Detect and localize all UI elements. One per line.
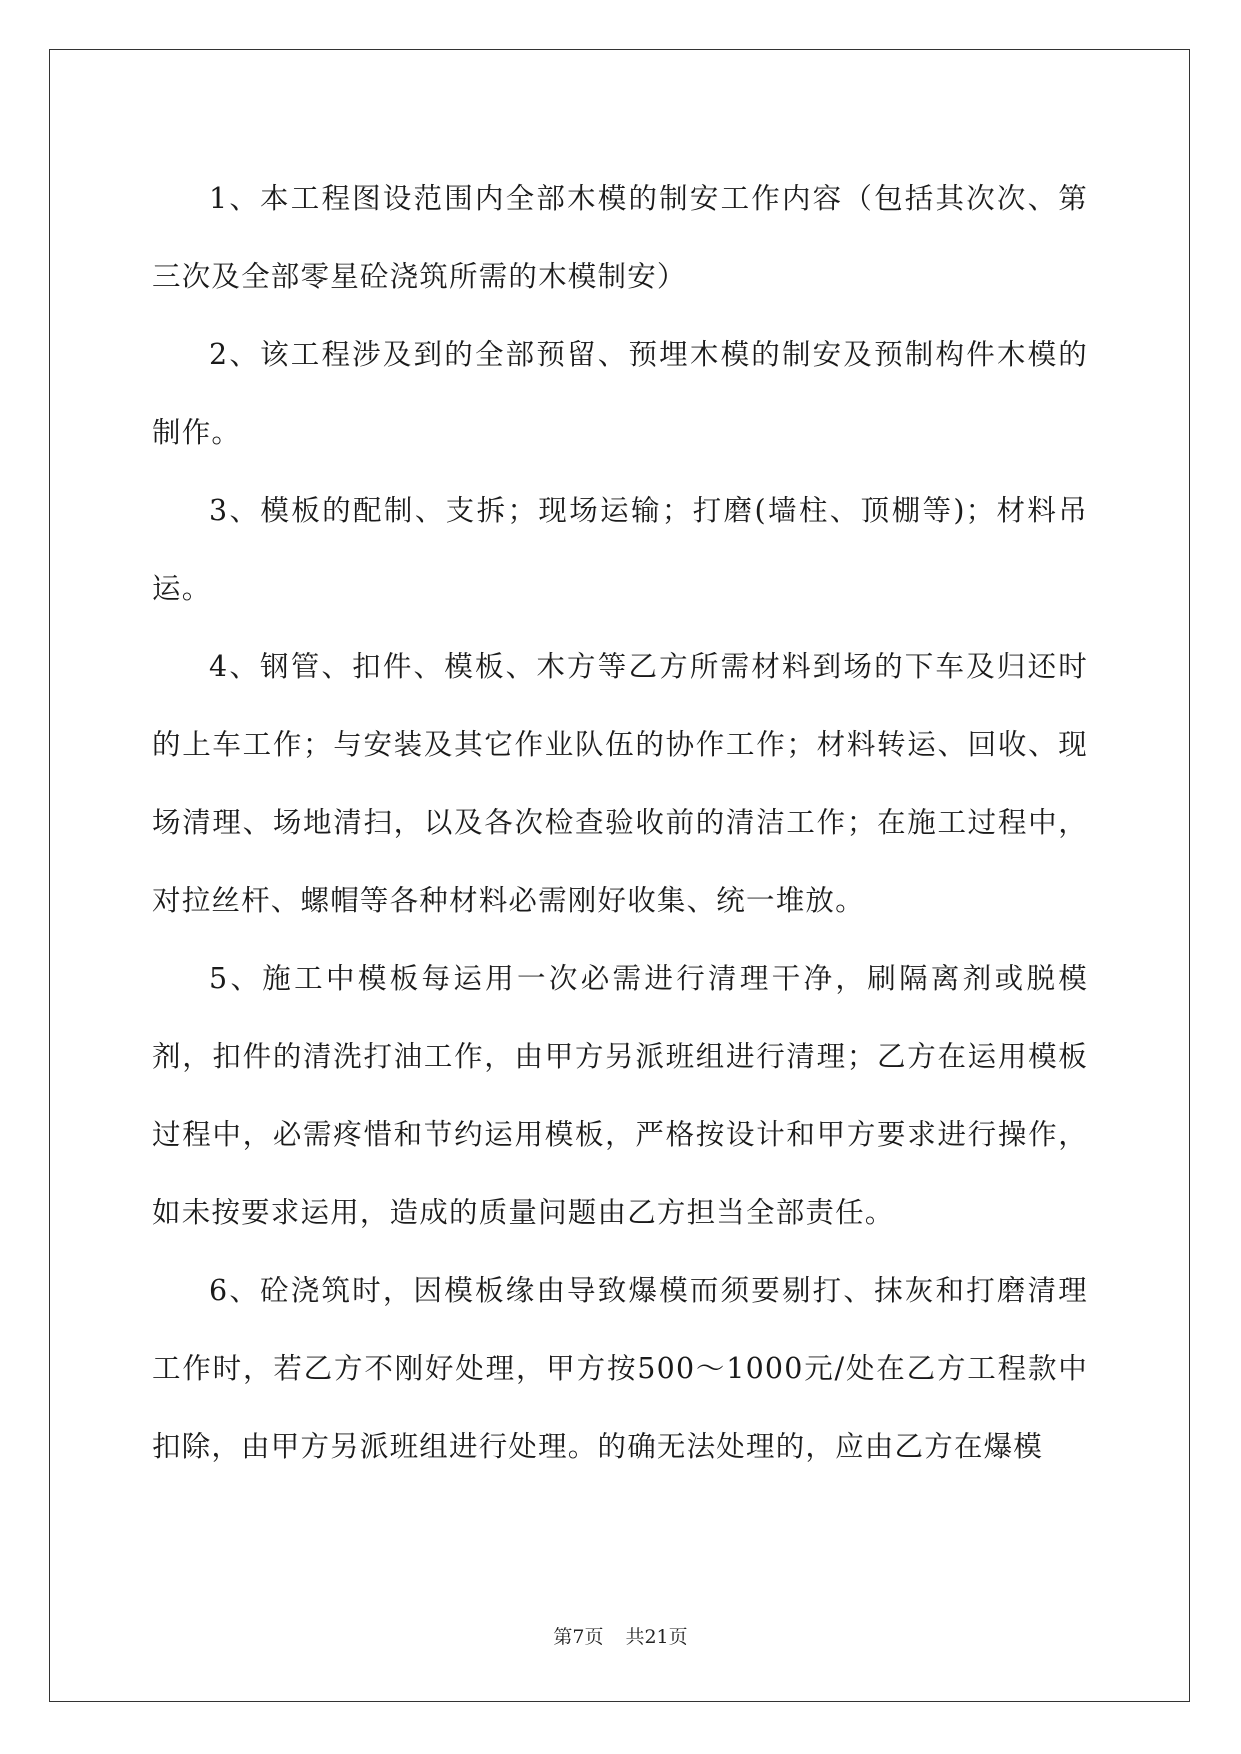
document-body <box>152 160 1088 1486</box>
page-footer <box>0 1622 1241 1649</box>
paragraph-1: 1、本工程图设范围内全部木模的制安工作内容（包括其次次、第三次及全部零星砼浇筑所需的木模制安） <box>152 182 1088 293</box>
paragraph-3: 3、模板的配制、支拆；现场运输；打磨(墙柱、顶棚等)；材料吊运。 <box>152 494 1088 605</box>
page-number: 第7页 <box>553 1626 604 1648</box>
page-total: 共21页 <box>625 1626 688 1648</box>
paragraph-6: 6、砼浇筑时，因模板缘由导致爆模而须要剔打、抹灰和打磨清理工作时，若乙方不刚好处理，甲方按500～1000元/处在乙方工程款中扣除，由甲方另派班组进行处理。的确无法处理的，应由乙方在爆模 <box>152 1274 1088 1463</box>
paragraph-2: 2、该工程涉及到的全部预留、预埋木模的制安及预制构件木模的制作。 <box>152 338 1088 449</box>
paragraph-4: 4、钢管、扣件、模板、木方等乙方所需材料到场的下车及归还时的上车工作；与安装及其它作业队伍的协作工作；材料转运、回收、现场清理、场地清扫，以及各次检查验收前的清洁工作；在施工过程中，对拉丝杆、螺帽等各种材料必需刚好收集、统一堆放。 <box>152 650 1088 917</box>
paragraph-5: 5、施工中模板每运用一次必需进行清理干净，刷隔离剂或脱模剂，扣件的清洗打油工作，由甲方另派班组进行清理；乙方在运用模板过程中，必需疼惜和节约运用模板，严格按设计和甲方要求进行操作，如未按要求运用，造成的质量问题由乙方担当全部责任。 <box>152 962 1088 1229</box>
